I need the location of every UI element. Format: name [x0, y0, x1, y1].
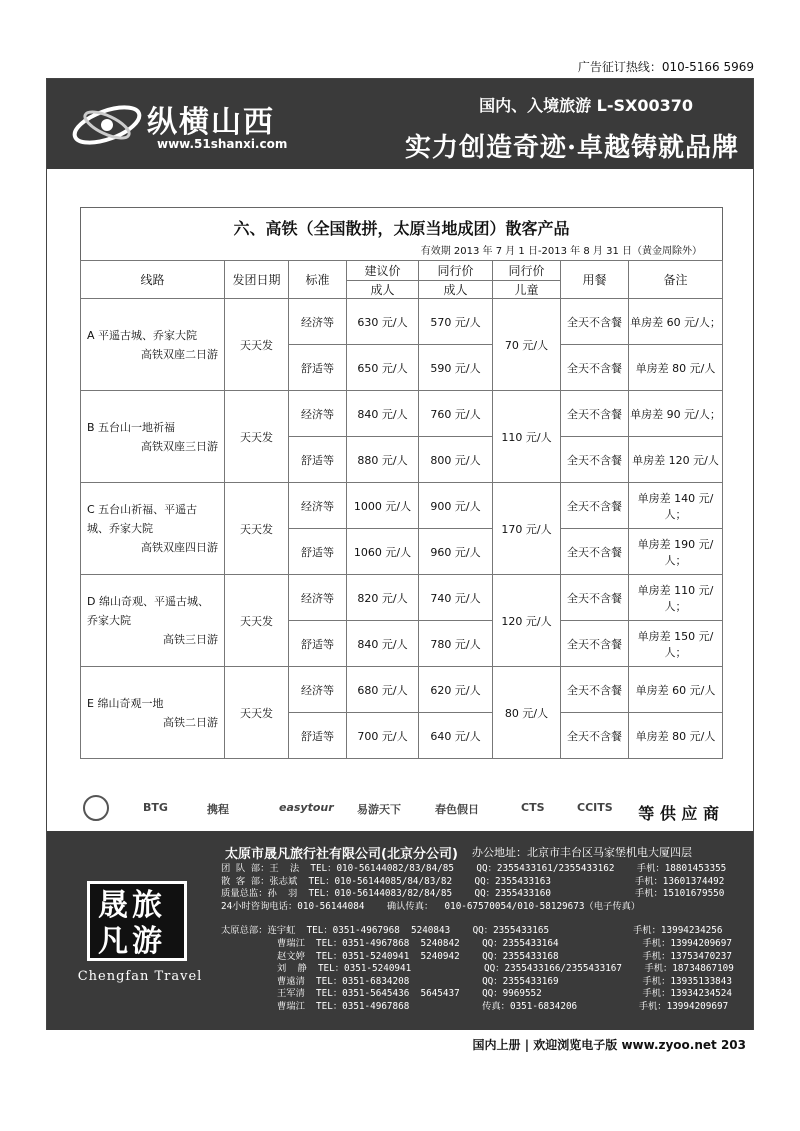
suppliers-label: 等 供 应 商: [638, 804, 719, 823]
contact-line: 王军清 TEL：0351-5645436 5645437 QQ：9969552 手机：13934234524: [221, 988, 732, 1000]
standard-cell: 舒适等: [289, 437, 347, 483]
departure-date: 天天发: [225, 575, 289, 667]
suggested-price: 820 元/人: [347, 575, 419, 621]
suggested-price: 630 元/人: [347, 299, 419, 345]
peer-price: 960 元/人: [419, 529, 493, 575]
company-name: 太原市晟凡旅行社有限公司(北京分公司): [225, 847, 458, 862]
meal-cell: 全天不含餐: [561, 529, 629, 575]
standard-cell: 经济等: [289, 299, 347, 345]
departure-date: 天天发: [225, 299, 289, 391]
meal-cell: 全天不含餐: [561, 667, 629, 713]
standard-cell: 经济等: [289, 575, 347, 621]
suggested-price: 1000 元/人: [347, 483, 419, 529]
suggested-price: 700 元/人: [347, 713, 419, 759]
peer-price: 640 元/人: [419, 713, 493, 759]
remark-cell: 单房差 90 元/人；: [629, 391, 723, 437]
header-route: 线路: [81, 261, 225, 299]
header-standard: 标准: [289, 261, 347, 299]
route-name: E 绵山奇观一地: [87, 696, 164, 710]
remark-cell: 单房差 150 元/人；: [629, 621, 723, 667]
header-date: 发团日期: [225, 261, 289, 299]
meal-cell: 全天不含餐: [561, 345, 629, 391]
standard-cell: 经济等: [289, 483, 347, 529]
contact-line: 质量总监：孙 羽 TEL：010-56144083/82/84/85 QQ：2355433160 手机：15101679550: [221, 888, 725, 900]
chengfan-logo: [65, 881, 215, 984]
table-row: [81, 391, 723, 437]
meal-cell: 全天不含餐: [561, 391, 629, 437]
meal-cell: 全天不含餐: [561, 483, 629, 529]
meal-cell: 全天不含餐: [561, 437, 629, 483]
route-type: 高铁双座四日游: [141, 541, 218, 554]
header-remark: 备注: [629, 261, 723, 299]
suggested-price: 880 元/人: [347, 437, 419, 483]
contact-list: [221, 863, 734, 1014]
peer-price: 760 元/人: [419, 391, 493, 437]
remark-cell: 单房差 80 元/人: [629, 345, 723, 391]
standard-cell: 舒适等: [289, 529, 347, 575]
agency-footer: [47, 831, 753, 1030]
route-cell: [81, 667, 225, 759]
remark-cell: 单房差 140 元/人；: [629, 483, 723, 529]
departure-date: 天天发: [225, 483, 289, 575]
meal-cell: 全天不含餐: [561, 621, 629, 667]
header-adult: 成人: [347, 281, 419, 299]
suggested-price: 840 元/人: [347, 621, 419, 667]
contact-line: 太原总部：连宇虹 TEL：0351-4967968 5240843 QQ：2355433165 手机：13994234256: [221, 925, 723, 937]
suggested-price: 680 元/人: [347, 667, 419, 713]
contact-line: 赵文婷 TEL：0351-5240941 5240942 QQ：2355433168 手机：13753470237: [221, 950, 732, 962]
ad-hotline: 广告征订热线：010-5166 5969: [577, 60, 754, 74]
price-table: [80, 260, 723, 759]
contact-line: 24小时咨询电话：010-56144084 确认传真： 010-67570054/010-58129673（电子传真）: [221, 900, 641, 912]
contact-line: 曹遠清 TEL：0351-6834208 QQ：2355433169 手机：13935133843: [221, 975, 732, 987]
header-meal: 用餐: [561, 261, 629, 299]
route-name: C 五台山祈福、平遥古城、乔家大院: [87, 503, 198, 535]
globe-logo-icon: [83, 795, 109, 821]
child-price: 170 元/人: [493, 483, 561, 575]
logo-url: www.51shanxi.com: [157, 137, 288, 151]
swirl-logo-icon: [67, 87, 147, 157]
table-row: [81, 667, 723, 713]
office-address: 办公地址：北京市丰台区马家堡机电大厦四层: [472, 846, 692, 859]
banner: [47, 79, 753, 169]
contact-line: [221, 913, 734, 925]
route-name: B 五台山一地祈福: [87, 420, 176, 434]
peer-price: 900 元/人: [419, 483, 493, 529]
route-cell: [81, 483, 225, 575]
route-cell: [81, 575, 225, 667]
table-row: [81, 483, 723, 529]
chengfan-logo-en: Chengfan Travel: [77, 969, 203, 984]
standard-cell: 经济等: [289, 391, 347, 437]
route-type: 高铁二日游: [163, 715, 218, 729]
header-child: 儿童: [493, 281, 561, 299]
peer-price: 620 元/人: [419, 667, 493, 713]
header-peer: 同行价: [419, 261, 493, 281]
contact-line: 曹瑞江 TEL：0351-4967868 5240842 QQ：2355433164 手机：13994209697: [221, 937, 732, 949]
meal-cell: 全天不含餐: [561, 299, 629, 345]
chengfan-logo-cn: 晟旅凡游: [87, 881, 187, 961]
sponsor-logo: BTG: [143, 801, 168, 814]
table-row: [81, 575, 723, 621]
route-type: 高铁三日游: [163, 633, 218, 646]
remark-cell: 单房差 80 元/人: [629, 713, 723, 759]
contact-line: 刘 静 TEL：0351-5240941 QQ：2355433166/2355433167 手机：18734867109: [221, 963, 734, 975]
sponsor-logo: CTS: [521, 801, 545, 814]
validity-note: 有效期 2013 年 7 月 1 日-2013 年 8 月 31 日（黄金周除外）: [420, 246, 702, 257]
standard-cell: 舒适等: [289, 345, 347, 391]
contact-line: 团 队 部：王 法 TEL：010-56144082/83/84/85 QQ：2355433161/2355433162 手机：18801453355: [221, 863, 727, 874]
peer-price: 740 元/人: [419, 575, 493, 621]
remark-cell: 单房差 60 元/人: [629, 667, 723, 713]
sponsor-logo: CCITS: [577, 801, 613, 814]
route-cell: [81, 391, 225, 483]
suggested-price: 650 元/人: [347, 345, 419, 391]
license-number: 国内、入境旅游 L-SX00370: [479, 96, 693, 115]
peer-price: 570 元/人: [419, 299, 493, 345]
header-adult-peer: 成人: [419, 281, 493, 299]
suggested-price: 1060 元/人: [347, 529, 419, 575]
peer-price: 800 元/人: [419, 437, 493, 483]
meal-cell: 全天不含餐: [561, 575, 629, 621]
peer-price: 590 元/人: [419, 345, 493, 391]
route-name: D 绵山奇观、平遥古城、乔家大院: [87, 595, 209, 627]
header-suggested: 建议价: [347, 261, 419, 281]
slogan: 实力创造奇迹·卓越铸就品牌: [404, 133, 739, 163]
child-price: 110 元/人: [493, 391, 561, 483]
departure-date: 天天发: [225, 391, 289, 483]
standard-cell: 舒适等: [289, 713, 347, 759]
child-price: 80 元/人: [493, 667, 561, 759]
sponsor-logo: 携程: [207, 803, 229, 816]
header-peer-child: 同行价: [493, 261, 561, 281]
sponsor-logo: 春色假日: [435, 803, 479, 816]
remark-cell: 单房差 120 元/人: [629, 437, 723, 483]
route-type: 高铁双座三日游: [141, 439, 218, 453]
page-footer: 国内上册 | 欢迎浏览电子版 www.zyoo.net 203: [472, 1038, 746, 1052]
product-title: 六、高铁（全国散拼，太原当地成团）散客产品: [233, 219, 570, 238]
sponsor-logo: 易游天下: [357, 803, 401, 816]
peer-price: 780 元/人: [419, 621, 493, 667]
sponsor-logo: easytour: [279, 801, 334, 814]
standard-cell: 舒适等: [289, 621, 347, 667]
ad-frame: [46, 78, 754, 1030]
contact-line: 曹瑞江 TEL：0351-4967868 传真：0351-6834206 手机：13994209697: [221, 1000, 729, 1012]
standard-cell: 经济等: [289, 667, 347, 713]
departure-date: 天天发: [225, 667, 289, 759]
remark-cell: 单房差 190 元/人；: [629, 529, 723, 575]
route-name: A 平遥古城、乔家大院: [87, 328, 198, 342]
sponsor-strip: [47, 791, 753, 831]
route-type: 高铁双座二日游: [141, 347, 218, 361]
table-row: [81, 299, 723, 345]
route-cell: [81, 299, 225, 391]
meal-cell: 全天不含餐: [561, 713, 629, 759]
logo-text: 纵横山西: [147, 105, 275, 140]
contact-line: 散 客 部：张志斌 TEL：010-56144085/84/83/82 QQ：2355433163 手机：13601374492: [221, 875, 725, 887]
child-price: 70 元/人: [493, 299, 561, 391]
remark-cell: 单房差 60 元/人；: [629, 299, 723, 345]
remark-cell: 单房差 110 元/人；: [629, 575, 723, 621]
product-panel: [80, 207, 723, 759]
suggested-price: 840 元/人: [347, 391, 419, 437]
child-price: 120 元/人: [493, 575, 561, 667]
